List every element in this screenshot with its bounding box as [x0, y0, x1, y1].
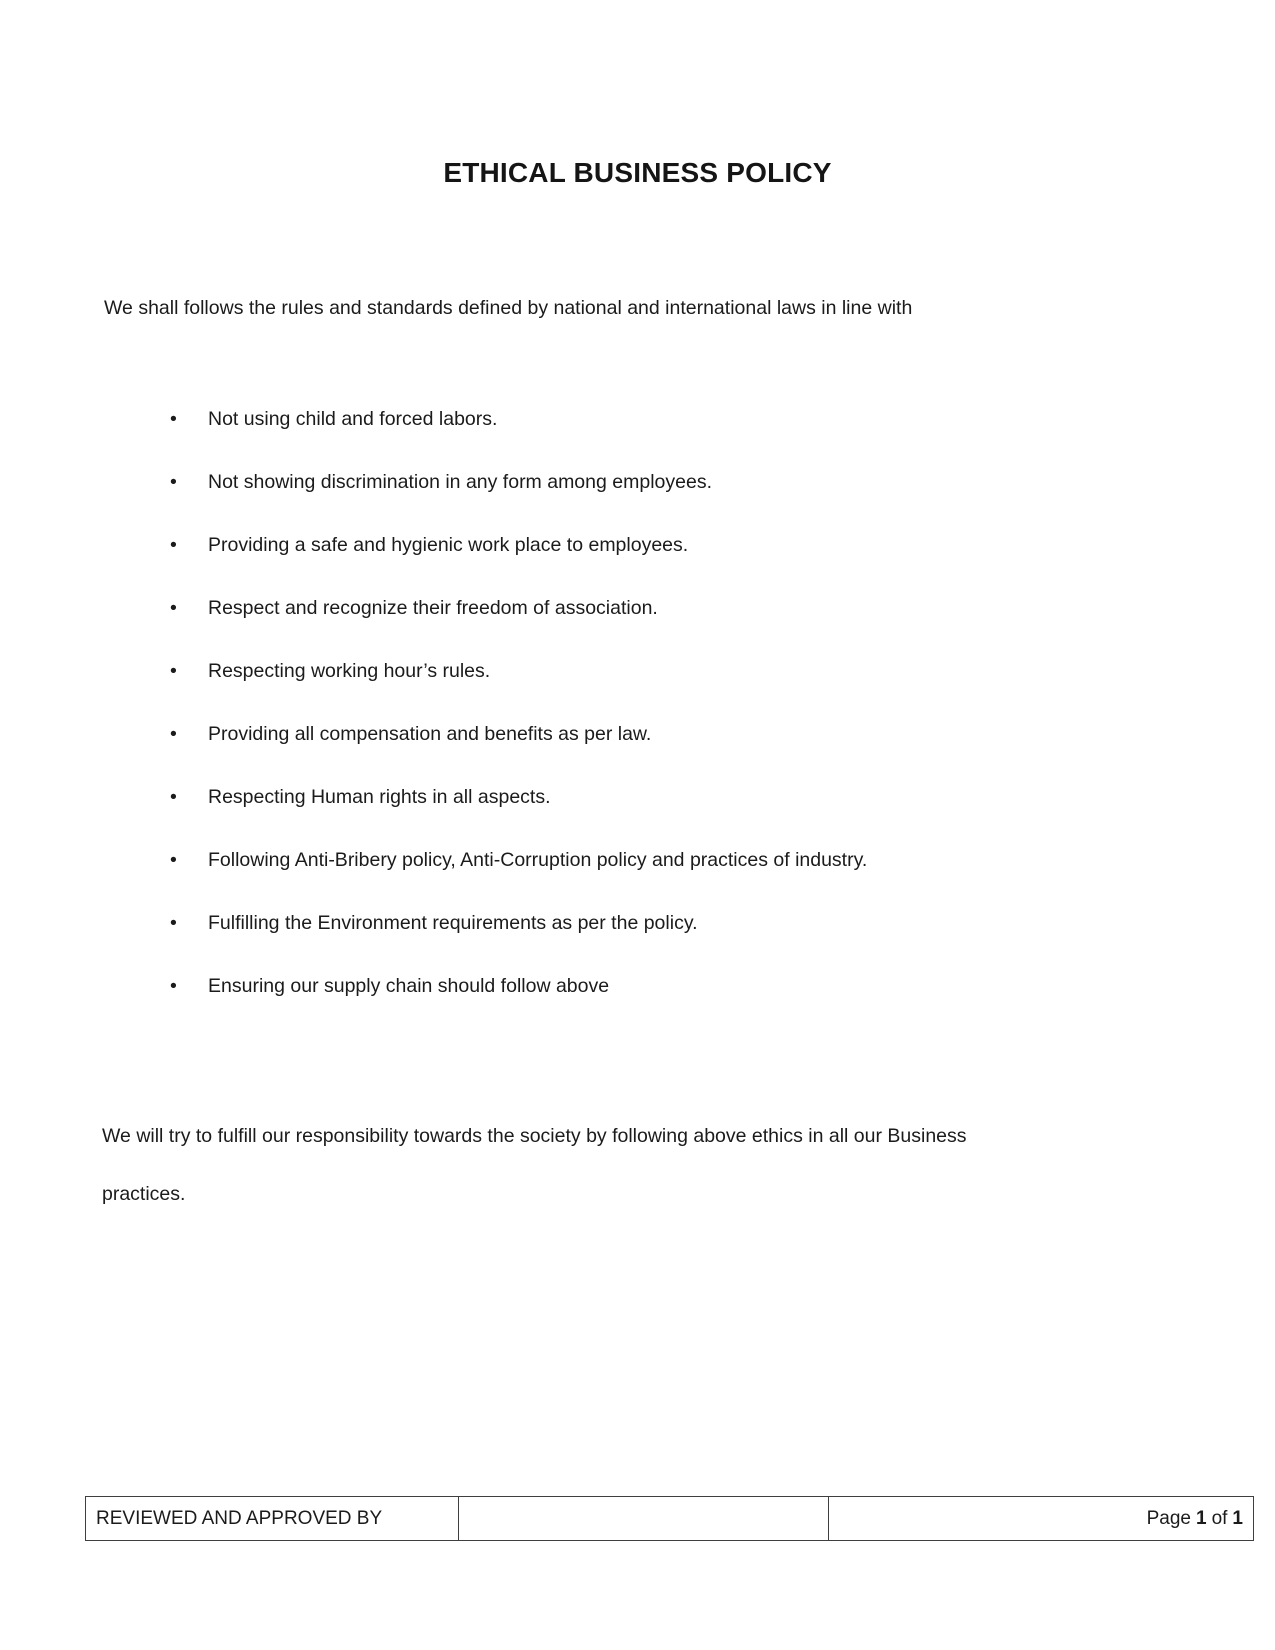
policy-bullet-item: [167, 721, 1125, 748]
policy-bullet-list: [167, 406, 1125, 1036]
of-word: of: [1211, 1507, 1228, 1529]
footer-row: [86, 1497, 1254, 1541]
policy-bullet-item: [167, 469, 1125, 496]
policy-bullet-item: [167, 847, 1125, 874]
intro-paragraph: We shall follows the rules and standards defined by national and international laws in line with: [104, 296, 913, 319]
bullet-icon: •: [170, 534, 177, 556]
bullet-icon: •: [170, 786, 177, 808]
policy-bullet-text: Not showing discrimination in any form among employees.: [208, 471, 712, 493]
bullet-icon: •: [170, 849, 177, 871]
policy-bullet-text: Not using child and forced labors.: [208, 408, 498, 430]
footer-cell-reviewed: REVIEWED AND APPROVED BY: [86, 1497, 459, 1541]
page-number: 1: [1195, 1507, 1207, 1529]
page-word: Page: [1146, 1507, 1191, 1529]
closing-paragraph: [102, 1107, 1155, 1223]
policy-bullet-text: Providing all compensation and benefits as per law.: [208, 723, 652, 745]
document-title: ETHICAL BUSINESS POLICY: [443, 156, 832, 188]
bullet-icon: •: [170, 471, 177, 493]
policy-bullet-text: Ensuring our supply chain should follow above: [208, 975, 610, 997]
policy-bullet-text: Following Anti-Bribery policy, Anti-Corruption policy and practices of industry.: [208, 849, 868, 871]
policy-bullet-item: [167, 532, 1125, 559]
footer-cell-empty: [459, 1497, 829, 1541]
bullet-icon: •: [170, 975, 177, 997]
closing-line-2: practices.: [102, 1182, 186, 1205]
policy-bullet-text: Respecting working hour’s rules.: [208, 660, 491, 682]
footer-cell-page: [829, 1497, 1254, 1541]
policy-bullet-item: [167, 406, 1125, 433]
policy-bullet-item: [167, 658, 1125, 685]
policy-bullet-item: [167, 973, 1125, 1000]
policy-bullet-item: [167, 784, 1125, 811]
bullet-icon: •: [170, 723, 177, 745]
bullet-icon: •: [170, 660, 177, 682]
bullet-icon: •: [170, 597, 177, 619]
policy-bullet-text: Fulfilling the Environment requirements as per the policy.: [208, 912, 698, 934]
footer-table: [85, 1496, 1254, 1541]
policy-bullet-text: Respecting Human rights in all aspects.: [208, 786, 551, 808]
page-indicator: [1147, 1508, 1243, 1530]
policy-bullet-item: [167, 910, 1125, 937]
policy-bullet-text: Respect and recognize their freedom of association.: [208, 597, 658, 619]
page-total: 1: [1232, 1507, 1243, 1529]
policy-bullet-text: Providing a safe and hygienic work place to employees.: [208, 534, 689, 556]
bullet-icon: •: [170, 408, 177, 430]
closing-line-1: We will try to fulfill our responsibility towards the society by following above ethics in all our Business: [102, 1124, 967, 1147]
bullet-icon: •: [170, 912, 177, 934]
policy-bullet-item: [167, 595, 1125, 622]
